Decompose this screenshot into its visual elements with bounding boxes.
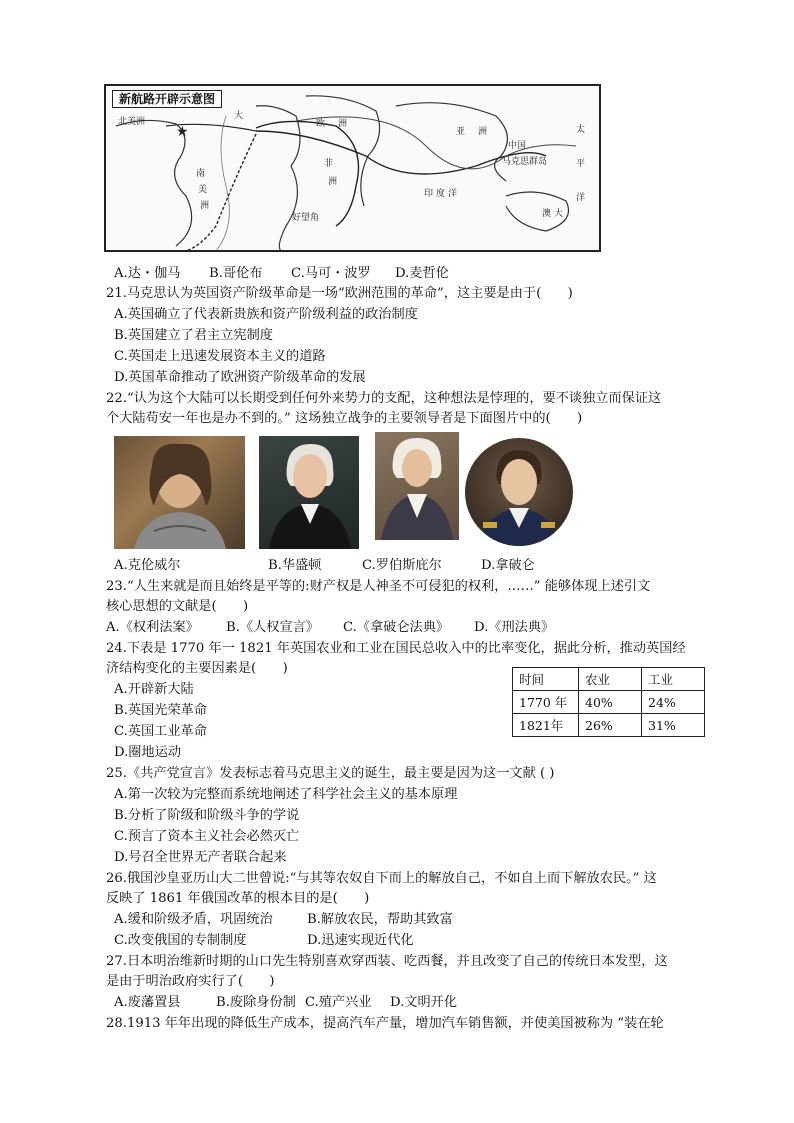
map-label: 澳 <box>542 209 552 219</box>
portrait-cromwell-drawing <box>114 436 245 549</box>
q23-option-b[interactable]: B.《人权宣言》 <box>226 620 320 635</box>
map-label: 大 <box>234 111 244 121</box>
portrait-robespierre-drawing <box>375 432 459 540</box>
q24-data-table <box>512 667 705 737</box>
q23-option-c[interactable]: C.《拿破仑法典》 <box>343 620 450 635</box>
portrait-napoleon <box>465 438 573 546</box>
q21-option-a[interactable]: A.英国确立了代表新贵族和资产阶级利益的政治制度 <box>114 307 418 322</box>
q26-option-a[interactable]: A.缓和阶级矛盾，巩固统治 <box>114 912 273 927</box>
portrait-napoleon-drawing <box>465 438 573 546</box>
q22-option-a[interactable]: A.克伦威尔 <box>114 558 181 573</box>
q27-option-b[interactable]: B.废除身份制 <box>216 995 296 1010</box>
table-header-cell: 时间 <box>513 668 579 691</box>
map-label: 洋 <box>576 193 586 203</box>
q24-option-c[interactable]: C.英国工业革命 <box>114 724 207 739</box>
q21-option-c[interactable]: C.英国走上迅速发展资本主义的道路 <box>114 349 326 364</box>
table-cell: 26% <box>579 714 642 737</box>
q23-stem-line1: 23.“人生来就是而且始终是平等的:财产权是人神圣不可侵犯的权利，……” 能够体现上述引文 <box>106 579 651 594</box>
q23-stem-line2: 核心思想的文献是( ) <box>106 599 249 614</box>
q20-option-d[interactable]: D.麦哲伦 <box>395 266 449 281</box>
q25-stem: 25.《共产党宣言》发表标志着马克思主义的诞生，最主要是因为这一文献 ( ) <box>106 766 555 781</box>
table-cell: 24% <box>642 691 705 714</box>
map-label: 印 <box>424 189 434 199</box>
map-label: 欧 <box>316 119 326 129</box>
map-label: 洲 <box>478 127 488 137</box>
map-label: 洲 <box>338 119 348 129</box>
table-cell: 1821年 <box>513 714 579 737</box>
map-label: 非 <box>324 159 334 169</box>
map-label: 南 <box>196 169 206 179</box>
q21-stem: 21.马克思认为英国资产阶级革命是一场“欧洲范围的革命”，这主要是由于( ) <box>106 286 573 301</box>
table-cell: 31% <box>642 714 705 737</box>
q25-option-c[interactable]: C.预言了资本主义社会必然灭亡 <box>114 829 300 844</box>
q22-options <box>114 557 535 575</box>
q25-option-a[interactable]: A.第一次较为完整而系统地阐述了科学社会主义的基本原理 <box>114 787 458 802</box>
table-cell: 40% <box>579 691 642 714</box>
q26-option-c[interactable]: C.改变俄国的专制制度 <box>114 933 247 948</box>
q22-stem-line1: 22.“认为这个大陆可以长期受到任何外来势力的支配，这种想法是悖理的，要不谈独立而保证这 <box>106 391 662 406</box>
map-label: 亚 <box>456 127 466 137</box>
map-label: 中国 <box>508 141 527 151</box>
table-row <box>513 714 705 737</box>
q24-option-b[interactable]: B.英国光荣革命 <box>114 703 208 718</box>
q20-options <box>114 265 449 283</box>
q27-option-a[interactable]: A.废藩置县 <box>114 995 181 1010</box>
q27-stem-line1: 27.日本明治维新时期的山口先生特别喜欢穿西装、吃西餐，并且改变了自己的传统日本发型，这 <box>106 954 668 969</box>
q24-stem-line1: 24.下表是 1770 年一 1821 年英国农业和工业在国民总收入中的比率变化，据此分析，推动英国经 <box>106 641 686 656</box>
table-header-cell: 农业 <box>579 668 642 691</box>
q27-options <box>114 994 457 1012</box>
q26-option-d[interactable]: D.迅速实现近代化 <box>307 933 414 948</box>
table-row <box>513 691 705 714</box>
q20-option-b[interactable]: B.哥伦布 <box>209 266 263 281</box>
q23-options <box>106 619 554 637</box>
table-cell: 1770 年 <box>513 691 579 714</box>
q22-option-b[interactable]: B.华盛顿 <box>268 558 322 573</box>
q22-stem-line2: 个大陆苟安一年也是办不到的。” 这场独立战争的主要领导者是下面图片中的( ) <box>106 411 583 426</box>
portrait-washington <box>259 436 359 549</box>
q26-option-b[interactable]: B.解放农民，帮助其致富 <box>307 912 453 927</box>
q20-option-c[interactable]: C.马可・波罗 <box>291 266 371 281</box>
q27-option-c[interactable]: C.殖产兴业 <box>305 995 372 1010</box>
map-label: 太 <box>576 125 586 135</box>
portrait-robespierre <box>375 432 459 540</box>
q21-option-b[interactable]: B.英国建立了君主立宪制度 <box>114 328 273 343</box>
q27-stem-line2: 是由于明治政府实行了( ) <box>106 974 275 989</box>
q24-stem-line2: 济结构变化的主要因素是( ) <box>106 661 288 676</box>
map-label: 美 <box>198 185 208 195</box>
new-route-map <box>104 84 601 252</box>
q23-option-a[interactable]: A.《权利法案》 <box>106 620 199 635</box>
q26-options-row2 <box>114 932 414 950</box>
q26-options-row1 <box>114 911 453 929</box>
portrait-cromwell <box>114 436 245 549</box>
map-label: 洋 <box>448 189 458 199</box>
q28-stem-line1: 28.1913 年年出现的降低生产成本，提高汽车产量，增加汽车销售额，并使美国被称为 “装在轮 <box>106 1016 664 1031</box>
map-label: 度 <box>436 189 446 199</box>
q21-option-d[interactable]: D.英国革命推动了欧洲资产阶级革命的发展 <box>114 370 366 385</box>
map-label: 大 <box>554 209 564 219</box>
q22-option-c[interactable]: C.罗伯斯庇尔 <box>362 558 442 573</box>
q20-option-a[interactable]: A.达・伽马 <box>114 266 181 281</box>
q25-option-d[interactable]: D.号召全世界无产者联合起来 <box>114 850 287 865</box>
q24-option-a[interactable]: A.开辟新大陆 <box>114 682 194 697</box>
map-title: 新航路开辟示意图 <box>112 90 222 108</box>
portrait-washington-drawing <box>259 436 359 549</box>
q26-stem-line1: 26.俄国沙皇亚历山大二世曾说:“与其等农奴自下而上的解放自己，不如自上而下解放农民。” 这 <box>106 871 657 886</box>
map-label: 马克思群岛 <box>502 157 548 167</box>
q23-option-d[interactable]: D.《刑法典》 <box>474 620 555 635</box>
q27-option-d[interactable]: D.文明开化 <box>390 995 458 1010</box>
q24-option-d[interactable]: D.圈地运动 <box>114 745 182 760</box>
map-drawing <box>106 86 601 252</box>
map-label: 北美洲 <box>118 117 146 127</box>
q26-stem-line2: 反映了 1861 年俄国改革的根本目的是( ) <box>106 891 370 906</box>
table-header-cell: 工业 <box>642 668 705 691</box>
table-header-row <box>513 668 705 691</box>
map-label: 洲 <box>328 177 338 187</box>
q22-option-d[interactable]: D.拿破仑 <box>481 558 535 573</box>
map-label: 平 <box>576 159 586 169</box>
svg-text:★: ★ <box>176 124 189 140</box>
map-label: 洲 <box>200 201 210 211</box>
map-label: 好望角 <box>292 213 320 223</box>
q25-option-b[interactable]: B.分析了阶级和阶级斗争的学说 <box>114 808 300 823</box>
